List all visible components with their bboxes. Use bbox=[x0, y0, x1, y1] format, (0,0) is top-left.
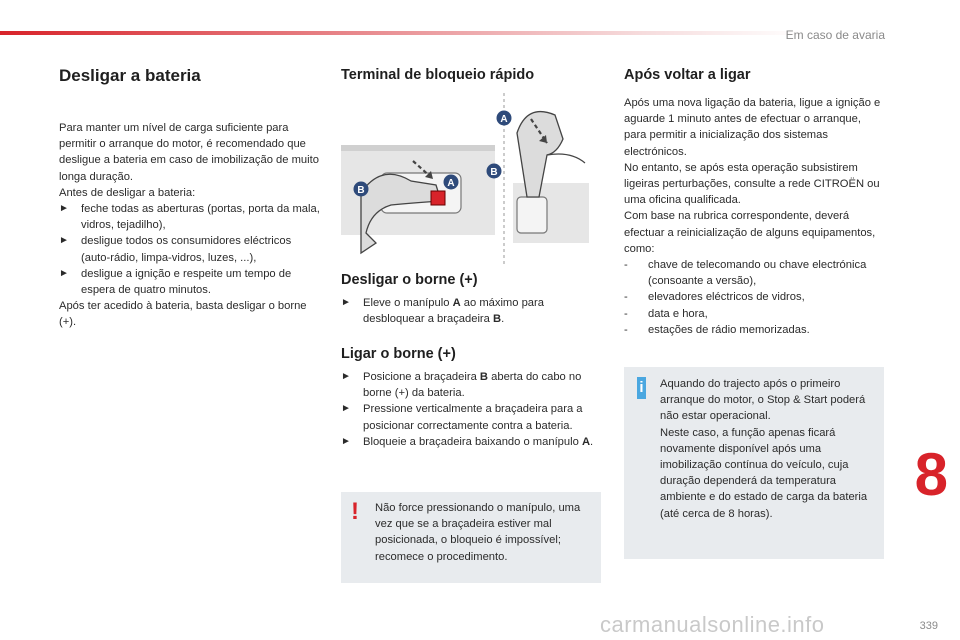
paragraph: No entanto, se após esta operação subsistirem ligeiras perturbações, consulte a rede CITROËN ou uma oficina qualificada. bbox=[624, 161, 880, 207]
info-icon: i bbox=[637, 377, 646, 399]
bullet-icon: ► bbox=[341, 297, 351, 308]
label-a-right: A bbox=[500, 114, 508, 125]
connect-terminal-text bbox=[341, 369, 596, 450]
section-heading-connect-terminal: Ligar o borne (+) bbox=[341, 346, 456, 362]
list-item: ► Eleve o manípulo A ao máximo para desbloquear a braçadeira B. bbox=[341, 297, 544, 326]
list-item: ► Posicione a braçadeira B aberta do cabo no borne (+) da bateria. bbox=[341, 371, 582, 400]
section-heading-disconnect-terminal: Desligar o borne (+) bbox=[341, 272, 478, 288]
bullet-icon: ► bbox=[341, 403, 351, 415]
paragraph: Após uma nova ligação da bateria, ligue a ignição e aguarde 1 minuto antes de efectuar o arranque, para permitir a inicialização dos sistemas electrónicos. bbox=[624, 97, 881, 158]
list-item: ► desligue todos os consumidores eléctricos (auto-rádio, limpa-vidros, luzes, ...), bbox=[59, 235, 292, 264]
watermark: carmanualsonline.info bbox=[600, 612, 825, 637]
bullet-icon: ► bbox=[59, 235, 69, 247]
list-item: ► feche todas as aberturas (portas, porta da mala, vidros, tejadilho), bbox=[59, 203, 320, 232]
preparation-list bbox=[59, 201, 321, 298]
info-box bbox=[624, 367, 884, 559]
section-heading-after-reconnect: Após voltar a ligar bbox=[624, 67, 751, 83]
list-item: - elevadores eléctricos de vidros, bbox=[624, 291, 805, 304]
section-heading-quick-lock-terminal: Terminal de bloqueio rápido bbox=[341, 67, 535, 83]
intro-paragraph: Para manter um nível de carga suficiente para permitir o arranque do motor, é recomendado que desligue a bateria em caso de imobilização de muito longa duração. bbox=[59, 122, 319, 183]
quick-lock-terminal-illustration bbox=[341, 93, 589, 265]
list-item: ► Pressione verticalmente a braçadeira para a posicionar correctamente contra a bateria. bbox=[341, 403, 583, 432]
after-paragraph: Após ter acedido à bateria, basta desligar o borne (+). bbox=[59, 300, 307, 329]
list-item: - data e hora, bbox=[624, 307, 708, 320]
paragraph: Com base na rubrica correspondente, deverá efectuar a reinicialização de alguns equipamentos, como: bbox=[624, 210, 876, 255]
bullet-icon: ► bbox=[59, 267, 69, 279]
label-a-left: A bbox=[447, 178, 455, 189]
page-number: 339 bbox=[919, 620, 938, 632]
bullet-icon: ► bbox=[59, 203, 69, 215]
list-item: ► Bloqueie a braçadeira baixando o manípulo A. bbox=[341, 434, 596, 450]
warning-exclamation-icon: ! bbox=[351, 498, 359, 525]
bullet-icon: ► bbox=[341, 371, 351, 382]
bullet-icon: ► bbox=[341, 435, 351, 447]
info-text: Aquando do trajecto após o primeiro arranque do motor, o Stop & Start poderá não estar operacional. Neste caso, a função apenas ficará novamente disponível após uma imobilização contínua do veículo, cuja duração dependerá da temperatura ambiente e do estado de carga da bateria (até cerca de 8 horas). bbox=[660, 378, 868, 520]
list-item: - chave de telecomando ou chave electrónica (consoante a versão), bbox=[624, 259, 867, 288]
label-b-right: B bbox=[490, 167, 498, 178]
section-heading-disconnect-battery: Desligar a bateria bbox=[59, 66, 201, 85]
after-reconnect-text bbox=[624, 95, 886, 338]
before-label: Antes de desligar a bateria: bbox=[59, 186, 196, 199]
disconnect-battery-text bbox=[59, 120, 321, 331]
section-title: Em caso de avaria bbox=[785, 28, 885, 42]
chapter-number: 8 bbox=[914, 441, 948, 508]
equipment-list bbox=[624, 257, 886, 338]
list-item: - estações de rádio memorizadas. bbox=[624, 323, 810, 336]
warning-box bbox=[341, 492, 601, 583]
list-item: ► desligue a ignição e respeite um tempo de espera de quatro minutos. bbox=[59, 267, 292, 297]
header-accent-bar bbox=[0, 31, 805, 35]
disconnect-terminal-text bbox=[341, 295, 596, 327]
label-b-left: B bbox=[357, 185, 365, 196]
warning-text: Não force pressionando o manípulo, uma vez que se a braçadeira estiver mal posicionada, o bloqueio é impossível; recomece o procedimento. bbox=[375, 502, 581, 563]
